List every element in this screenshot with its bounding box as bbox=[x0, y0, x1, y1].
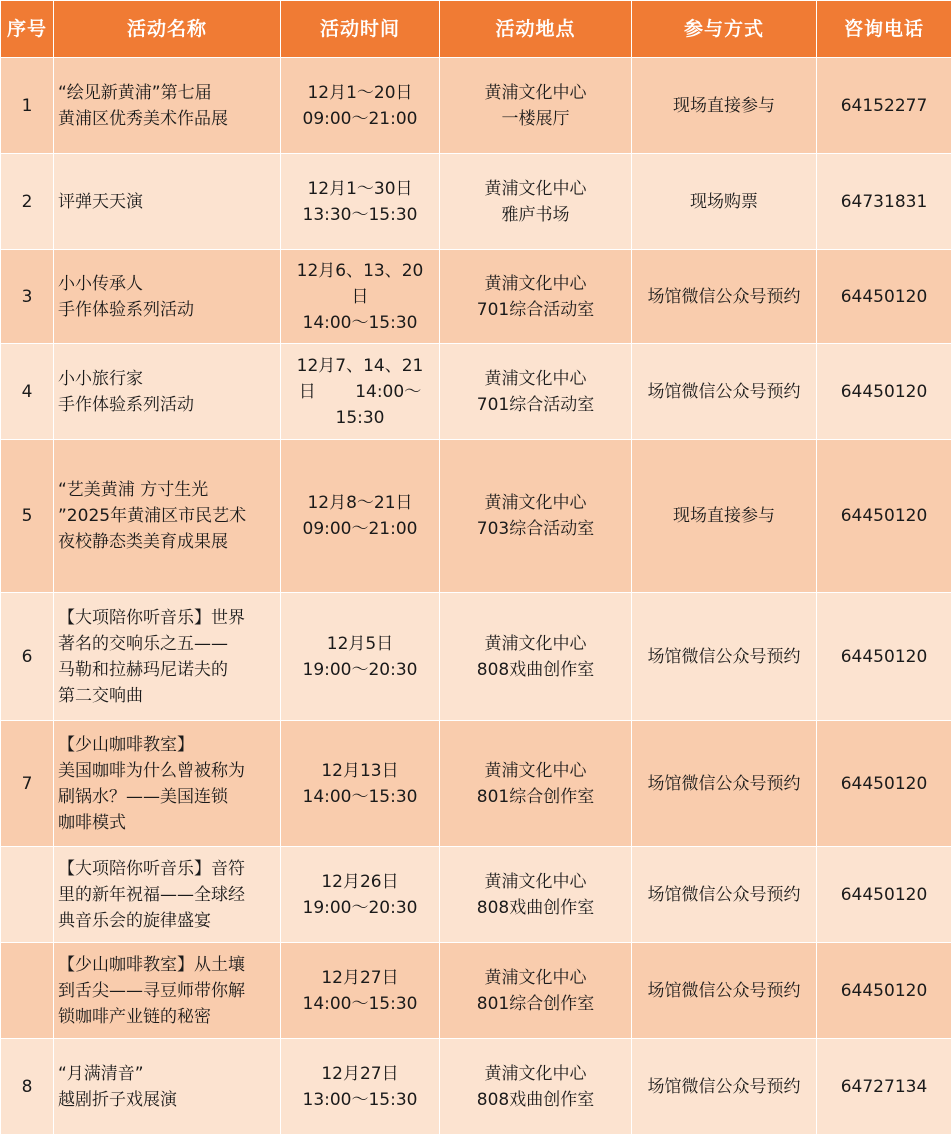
cell-location bbox=[440, 847, 632, 943]
cell-name-line: 小小传承人 bbox=[58, 273, 143, 294]
cell-location bbox=[440, 593, 632, 721]
cell-time-line: 12月13日 bbox=[321, 760, 399, 781]
cell-name-line: 到舌尖——寻豆师带你解 bbox=[58, 980, 245, 1001]
cell-name bbox=[54, 593, 281, 721]
cell-name bbox=[54, 943, 281, 1039]
table-row bbox=[1, 58, 951, 154]
cell-location-line: 黄浦文化中心 bbox=[484, 273, 587, 294]
cell-index: 2 bbox=[1, 154, 54, 250]
cell-name bbox=[54, 58, 281, 154]
cell-phone: 64152277 bbox=[817, 58, 951, 154]
cell-name-line: 黄浦区优秀美术作品展 bbox=[58, 108, 228, 129]
cell-name-line: “月满清音” bbox=[58, 1063, 144, 1084]
cell-location bbox=[440, 58, 632, 154]
header-method: 参与方式 bbox=[632, 1, 817, 58]
cell-location-line: 黄浦文化中心 bbox=[484, 178, 587, 199]
table-row bbox=[1, 847, 951, 943]
cell-time-line: 19:00～20:30 bbox=[302, 897, 418, 918]
cell-name-line: 越剧折子戏展演 bbox=[58, 1089, 177, 1110]
table-row bbox=[1, 593, 951, 721]
cell-method: 现场直接参与 bbox=[632, 58, 817, 154]
cell-location-line: 黄浦文化中心 bbox=[484, 1063, 587, 1084]
cell-name bbox=[54, 721, 281, 847]
cell-name-line: 美国咖啡为什么曾被称为 bbox=[58, 760, 245, 781]
cell-time bbox=[281, 943, 440, 1039]
cell-time bbox=[281, 344, 440, 440]
cell-time-line: 15:30 bbox=[335, 407, 385, 428]
cell-time-line: 09:00～21:00 bbox=[302, 108, 418, 129]
cell-time-line: 14:00～15:30 bbox=[302, 993, 418, 1014]
cell-method: 场馆微信公众号预约 bbox=[632, 943, 817, 1039]
cell-index: 6 bbox=[1, 593, 54, 721]
cell-name-line: 第二交响曲 bbox=[58, 685, 143, 706]
cell-name-line: 手作体验系列活动 bbox=[58, 394, 194, 415]
cell-phone: 64450120 bbox=[817, 943, 951, 1039]
cell-name bbox=[54, 440, 281, 593]
cell-index: 4 bbox=[1, 344, 54, 440]
cell-name-line: 小小旅行家 bbox=[58, 368, 143, 389]
cell-time-line: 12月1～30日 bbox=[307, 178, 413, 199]
table-row bbox=[1, 1039, 951, 1135]
cell-location bbox=[440, 344, 632, 440]
cell-time-line: 19:00～20:30 bbox=[302, 659, 418, 680]
cell-name-line: 马勒和拉赫玛尼诺夫的 bbox=[58, 659, 228, 680]
cell-index: 7 bbox=[1, 721, 54, 847]
cell-time bbox=[281, 440, 440, 593]
cell-name-line: 评弹天天演 bbox=[58, 191, 143, 212]
cell-name-line: 锁咖啡产业链的秘密 bbox=[58, 1006, 211, 1027]
cell-method: 场馆微信公众号预约 bbox=[632, 847, 817, 943]
cell-method: 现场购票 bbox=[632, 154, 817, 250]
cell-time-line: 13:00～15:30 bbox=[302, 1089, 418, 1110]
cell-name bbox=[54, 847, 281, 943]
table-row bbox=[1, 344, 951, 440]
cell-time-line: 日 bbox=[351, 286, 369, 307]
cell-location-line: 黄浦文化中心 bbox=[484, 82, 587, 103]
cell-phone: 64450120 bbox=[817, 721, 951, 847]
cell-location-line: 黄浦文化中心 bbox=[484, 493, 587, 513]
cell-location-line: 701综合活动室 bbox=[476, 299, 595, 320]
cell-phone: 64450120 bbox=[817, 847, 951, 943]
cell-location bbox=[440, 250, 632, 344]
cell-location-line: 808戏曲创作室 bbox=[476, 659, 595, 680]
cell-location-line: 黄浦文化中心 bbox=[484, 633, 587, 654]
table-body bbox=[1, 58, 951, 1135]
table-row bbox=[1, 721, 951, 847]
cell-name-line: 【大项陪你听音乐】世界 bbox=[58, 607, 245, 628]
header-time: 活动时间 bbox=[281, 1, 440, 58]
cell-phone: 64450120 bbox=[817, 593, 951, 721]
cell-time bbox=[281, 58, 440, 154]
cell-time bbox=[281, 1039, 440, 1135]
cell-location bbox=[440, 1039, 632, 1135]
cell-name-line: ”2025年黄浦区市民艺术 bbox=[58, 506, 247, 526]
cell-index: 5 bbox=[1, 440, 54, 593]
table-row bbox=[1, 154, 951, 250]
cell-location-line: 808戏曲创作室 bbox=[476, 897, 595, 918]
cell-location bbox=[440, 943, 632, 1039]
cell-name-line: 典音乐会的旋律盛宴 bbox=[58, 910, 211, 931]
cell-location bbox=[440, 440, 632, 593]
cell-method: 场馆微信公众号预约 bbox=[632, 344, 817, 440]
cell-name-line: “绘见新黄浦”第七届 bbox=[58, 82, 212, 103]
cell-phone: 64450120 bbox=[817, 250, 951, 344]
header-location: 活动地点 bbox=[440, 1, 632, 58]
cell-time-line: 12月8～21日 bbox=[307, 493, 413, 513]
header-index: 序号 bbox=[1, 1, 54, 58]
table-row bbox=[1, 440, 951, 593]
cell-method: 现场直接参与 bbox=[632, 440, 817, 593]
cell-name bbox=[54, 250, 281, 344]
cell-name-line: 著名的交响乐之五—— bbox=[58, 633, 228, 654]
cell-location-line: 黄浦文化中心 bbox=[484, 967, 587, 988]
cell-location bbox=[440, 721, 632, 847]
cell-index: 1 bbox=[1, 58, 54, 154]
header-phone: 咨询电话 bbox=[817, 1, 951, 58]
cell-time bbox=[281, 250, 440, 344]
cell-time-line: 12月26日 bbox=[321, 871, 399, 892]
cell-index: 8 bbox=[1, 1039, 54, 1135]
cell-time-line: 日 14:00～ bbox=[298, 381, 422, 402]
cell-time bbox=[281, 593, 440, 721]
cell-location-line: 黄浦文化中心 bbox=[484, 368, 587, 389]
cell-time bbox=[281, 154, 440, 250]
cell-name bbox=[54, 1039, 281, 1135]
cell-time-line: 12月5日 bbox=[326, 633, 394, 654]
cell-index: 3 bbox=[1, 250, 54, 344]
cell-time bbox=[281, 721, 440, 847]
cell-name-line: 【少山咖啡教室】 bbox=[58, 734, 194, 755]
cell-time-line: 12月6、13、20 bbox=[296, 260, 424, 281]
cell-location-line: 黄浦文化中心 bbox=[484, 871, 587, 892]
header-name: 活动名称 bbox=[54, 1, 281, 58]
cell-location bbox=[440, 154, 632, 250]
cell-time-line: 09:00～21:00 bbox=[302, 519, 418, 539]
cell-location-line: 雅庐书场 bbox=[501, 204, 570, 225]
cell-phone: 64731831 bbox=[817, 154, 951, 250]
cell-phone: 64727134 bbox=[817, 1039, 951, 1135]
cell-name-line: 里的新年祝福——全球经 bbox=[58, 884, 245, 905]
cell-index bbox=[1, 847, 54, 943]
cell-name-line: 【少山咖啡教室】从土壤 bbox=[58, 954, 245, 975]
cell-phone: 64450120 bbox=[817, 344, 951, 440]
cell-method: 场馆微信公众号预约 bbox=[632, 250, 817, 344]
cell-name bbox=[54, 344, 281, 440]
cell-time bbox=[281, 847, 440, 943]
cell-name-line: 刷锅水？——美国连锁 bbox=[58, 786, 228, 807]
cell-time-line: 13:30～15:30 bbox=[302, 204, 418, 225]
header-row bbox=[1, 1, 951, 58]
cell-location-line: 一楼展厅 bbox=[501, 108, 570, 129]
cell-time-line: 12月27日 bbox=[321, 967, 399, 988]
cell-location-line: 703综合活动室 bbox=[476, 519, 595, 539]
cell-name bbox=[54, 154, 281, 250]
cell-name-line: “艺美黄浦 方寸生光 bbox=[58, 480, 209, 500]
cell-name-line: 【大项陪你听音乐】音符 bbox=[58, 858, 245, 879]
cell-location-line: 801综合创作室 bbox=[476, 786, 595, 807]
cell-time-line: 12月7、14、21 bbox=[296, 355, 424, 376]
cell-name-line: 夜校静态类美育成果展 bbox=[58, 532, 228, 552]
cell-index bbox=[1, 943, 54, 1039]
cell-method: 场馆微信公众号预约 bbox=[632, 593, 817, 721]
cell-name-line: 咖啡模式 bbox=[58, 812, 126, 833]
table-row bbox=[1, 250, 951, 344]
table-row bbox=[1, 943, 951, 1039]
table-header bbox=[1, 1, 951, 58]
cell-time-line: 12月1～20日 bbox=[307, 82, 413, 103]
cell-time-line: 14:00～15:30 bbox=[302, 786, 418, 807]
cell-method: 场馆微信公众号预约 bbox=[632, 721, 817, 847]
cell-phone: 64450120 bbox=[817, 440, 951, 593]
cell-time-line: 12月27日 bbox=[321, 1063, 399, 1084]
cell-location-line: 701综合活动室 bbox=[476, 394, 595, 415]
cell-location-line: 808戏曲创作室 bbox=[476, 1089, 595, 1110]
cell-time-line: 14:00～15:30 bbox=[302, 312, 418, 333]
cell-name-line: 手作体验系列活动 bbox=[58, 299, 194, 320]
cell-location-line: 801综合创作室 bbox=[476, 993, 595, 1014]
cell-location-line: 黄浦文化中心 bbox=[484, 760, 587, 781]
cell-method: 场馆微信公众号预约 bbox=[632, 1039, 817, 1135]
